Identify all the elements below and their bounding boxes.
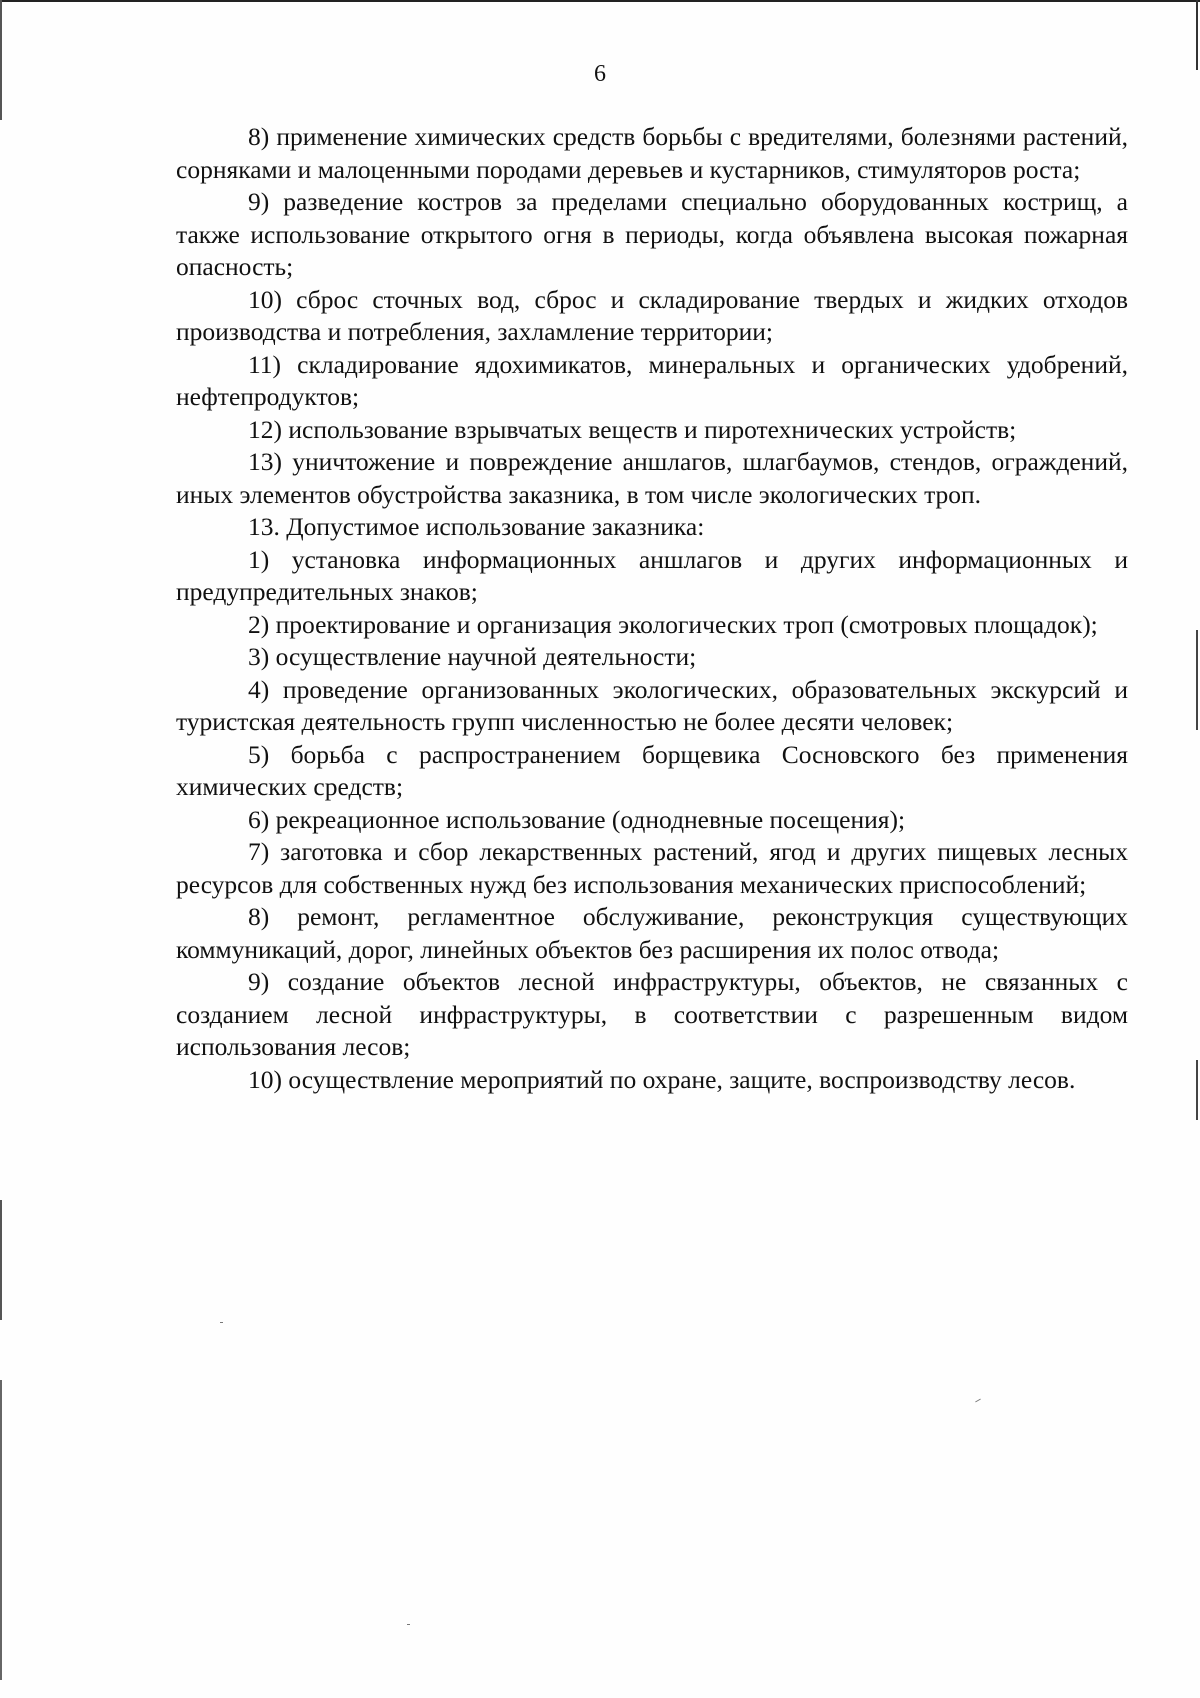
scan-edge-left bbox=[0, 1380, 2, 1680]
scan-speck bbox=[975, 1399, 981, 1403]
section-heading: 13. Допустимое использование заказника: bbox=[248, 512, 705, 541]
list-item: 6) рекреационное использование (однодневные посещения); bbox=[248, 804, 906, 834]
list-item: 9) разведение костров за пределами специально оборудованных кострищ, а также использование открытого огня в периоды, когда объявлена высокая пожарная опасность; bbox=[176, 187, 1128, 281]
list-item: 13) уничтожение и повреждение аншлагов, шлагбаумов, стендов, ограждений, иных элементов обустройства заказника, в том числе экологических троп. bbox=[176, 447, 1128, 509]
list-item: 8) ремонт, регламентное обслуживание, реконструкция существующих коммуникаций, дорог, линейных объектов без расширения их полос отвода; bbox=[176, 902, 1128, 964]
scan-edge-right bbox=[1196, 630, 1198, 730]
list-item: 11) складирование ядохимикатов, минеральных и органических удобрений, нефтепродуктов; bbox=[176, 349, 1128, 411]
list-item: 5) борьба с распространением борщевика Сосновского без применения химических средств; bbox=[176, 739, 1128, 801]
scan-edge-top bbox=[0, 0, 1200, 2]
scan-speck bbox=[220, 1322, 223, 1323]
list-item: 10) осуществление мероприятий по охране, защите, воспроизводству лесов. bbox=[248, 1064, 1076, 1094]
list-item: 8) применение химических средств борьбы с вредителями, болезнями растений, сорняками и малоценными породами деревьев и кустарников, стимуляторов роста; bbox=[176, 122, 1128, 184]
document-body bbox=[176, 121, 1128, 1096]
list-item: 7) заготовка и сбор лекарственных растений, ягод и других пищевых лесных ресурсов для собственных нужд без использования механических приспособлений; bbox=[176, 837, 1128, 899]
page-number: 6 bbox=[594, 61, 606, 87]
scan-speck bbox=[407, 1624, 410, 1625]
list-item: 3) осуществление научной деятельности; bbox=[248, 642, 697, 671]
list-item: 4) проведение организованных экологических, образовательных экскурсий и туристская деятельность групп численностью не более десяти человек; bbox=[176, 674, 1128, 736]
list-item: 2) проектирование и организация экологических троп (смотровых площадок); bbox=[248, 609, 1098, 639]
list-item: 9) создание объектов лесной инфраструктуры, объектов, не связанных с созданием лесной инфраструктуры, в соответствии с разрешенным видом использования лесов; bbox=[176, 967, 1128, 1061]
scan-edge-right bbox=[1196, 1060, 1198, 1120]
list-item: 1) установка информационных аншлагов и других информационных и предупредительных знаков; bbox=[176, 544, 1128, 606]
scan-edge-left bbox=[0, 1200, 2, 1320]
list-item: 12) использование взрывчатых веществ и пиротехнических устройств; bbox=[248, 414, 1017, 444]
list-item: 10) сброс сточных вод, сброс и складирование твердых и жидких отходов производства и потребления, захламление территории; bbox=[176, 284, 1128, 346]
